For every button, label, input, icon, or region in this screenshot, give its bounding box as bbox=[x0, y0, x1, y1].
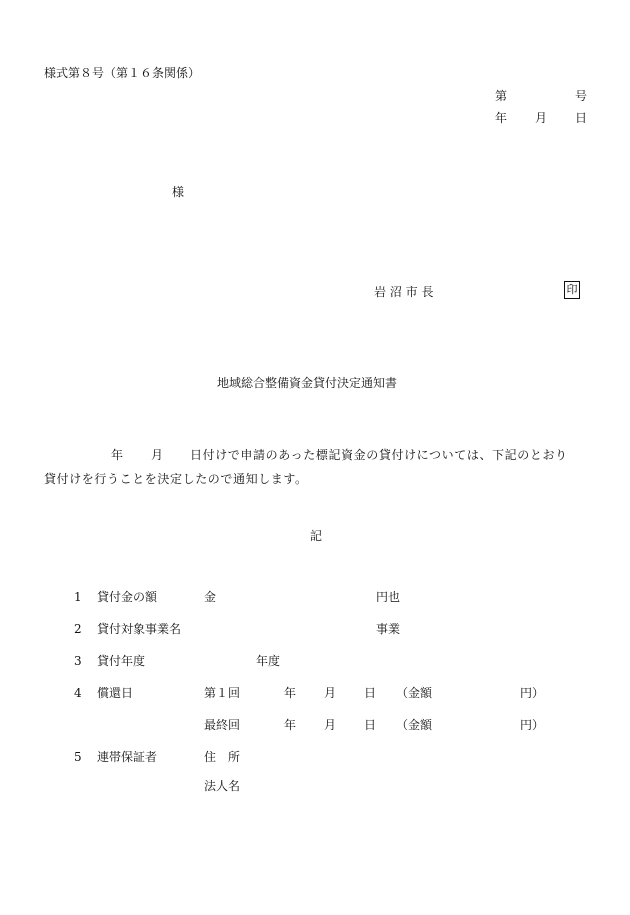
body-line2: 貸付けを行うことを決定したので通知します。 bbox=[44, 472, 308, 486]
date-day: 日 bbox=[575, 111, 588, 125]
item3-suffix: 年度 bbox=[256, 654, 281, 668]
item3-label: 貸付年度 bbox=[97, 654, 146, 668]
item5-corp-name: 法人名 bbox=[204, 779, 241, 793]
number-suffix: 号 bbox=[575, 89, 588, 103]
document-title: 地域総合整備資金貸付決定通知書 bbox=[217, 376, 398, 390]
sender-title: 岩 沼 市 長 bbox=[374, 285, 434, 299]
item4-last-month: 月 bbox=[324, 718, 337, 732]
item1-prefix: 金 bbox=[204, 590, 217, 604]
item1-label: 貸付金の額 bbox=[97, 590, 158, 604]
number-prefix: 第 bbox=[495, 89, 508, 103]
item2-suffix: 事業 bbox=[376, 622, 401, 636]
body-month: 月 bbox=[151, 448, 164, 462]
item4-first-month: 月 bbox=[324, 686, 337, 700]
item5-num: 5 bbox=[74, 750, 82, 764]
date-year: 年 bbox=[495, 111, 508, 125]
item1-num: 1 bbox=[74, 590, 82, 604]
item4-first-day: 日 bbox=[364, 686, 377, 700]
ki-heading: 記 bbox=[310, 529, 323, 543]
body-year: 年 bbox=[111, 448, 124, 462]
item4-last-amount-open: （金額 bbox=[396, 718, 433, 732]
item4-num: 4 bbox=[74, 686, 82, 700]
form-label: 様式第８号（第１６条関係） bbox=[44, 66, 201, 80]
item4-first-amount-open: （金額 bbox=[396, 686, 433, 700]
item1-suffix: 円也 bbox=[376, 590, 401, 604]
item3-num: 3 bbox=[74, 654, 82, 668]
item2-label: 貸付対象事業名 bbox=[97, 622, 182, 636]
item5-address: 住 所 bbox=[204, 750, 241, 764]
body-line1: 日付けで申請のあった標記資金の貸付けについては、下記のとおり bbox=[190, 448, 568, 462]
addressee-honorific: 様 bbox=[172, 185, 185, 199]
item4-first-amount-close: 円） bbox=[520, 686, 545, 700]
item4-last-year: 年 bbox=[284, 718, 297, 732]
item2-num: 2 bbox=[74, 622, 82, 636]
item5-label: 連帯保証者 bbox=[97, 750, 158, 764]
item4-last-day: 日 bbox=[364, 718, 377, 732]
seal-mark: 印 bbox=[564, 281, 580, 299]
item4-last: 最終回 bbox=[204, 718, 241, 732]
item4-last-amount-close: 円） bbox=[520, 718, 545, 732]
item4-label: 償還日 bbox=[97, 686, 134, 700]
item4-first: 第１回 bbox=[204, 686, 241, 700]
date-month: 月 bbox=[535, 111, 548, 125]
item4-first-year: 年 bbox=[284, 686, 297, 700]
